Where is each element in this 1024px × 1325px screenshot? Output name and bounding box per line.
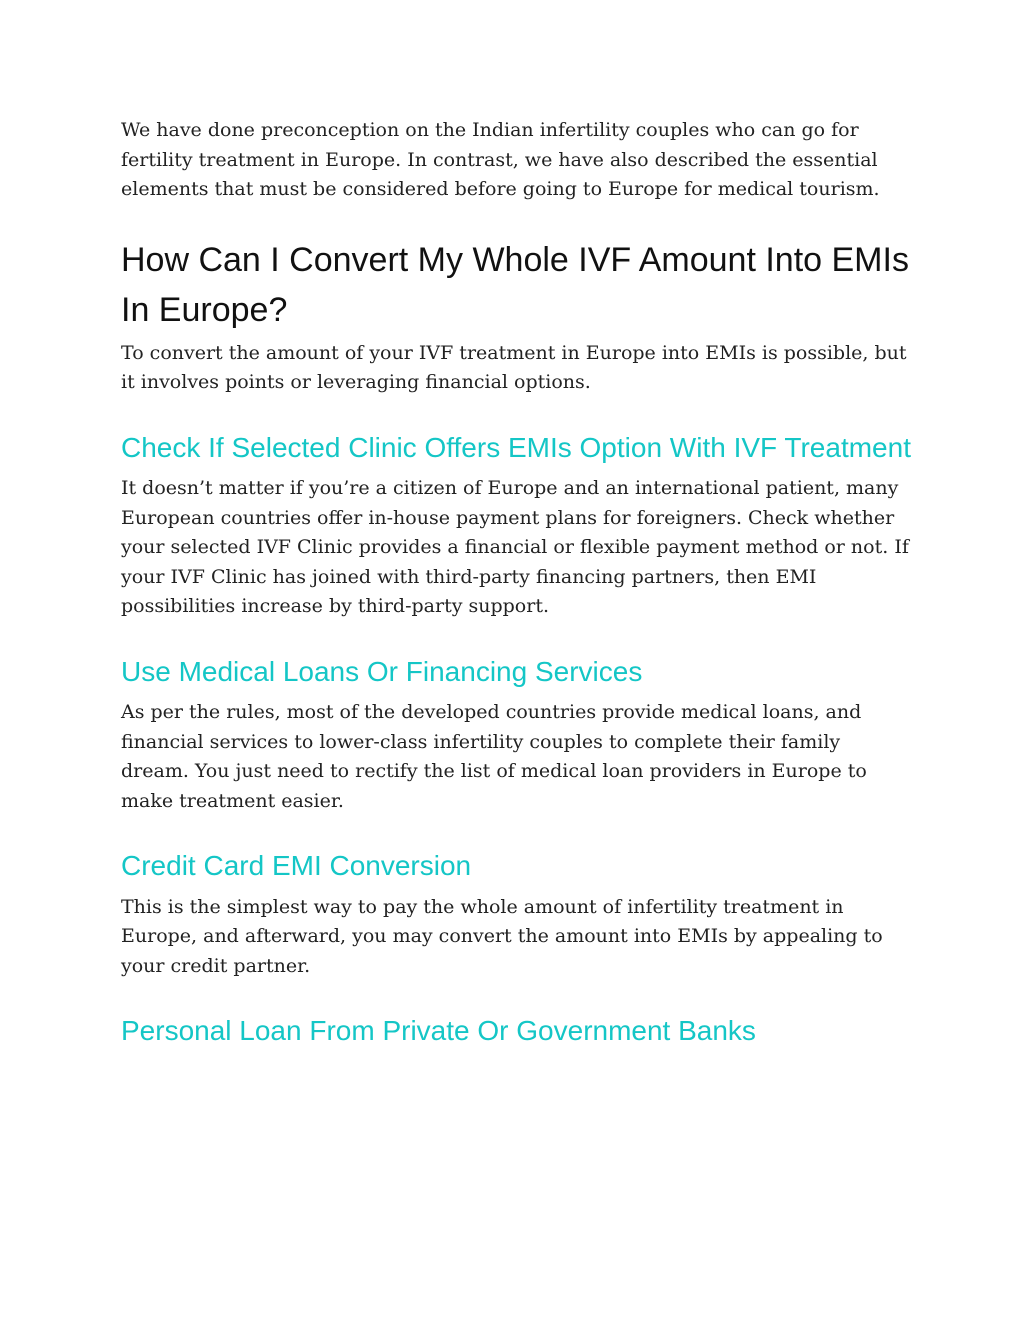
main-paragraph: To convert the amount of your IVF treatment in Europe into EMIs is possible, but it involves points or leveraging financial options. [121,341,907,393]
section-heading-medical-loans: Use Medical Loans Or Financing Services [121,655,643,687]
section-paragraph-clinic-emi: It doesn’t matter if you’re a citizen of Europe and an international patient, many European countries offer in-house payment plans for foreigners. Check whether your selected IVF Clinic provides a financial or flexible payment method or not. If your IVF Clinic has joined with third-party financing partners, then EMI possibilities increase by third-party support. [121,477,909,617]
section-heading-personal-loan: Personal Loan From Private Or Government Banks [121,1015,756,1046]
section-paragraph-medical-loans: As per the rules, most of the developed countries provide medical loans, and financial services to lower-class infertility couples to complete their family dream. You just need to rectify the list of medical loan providers in Europe to make treatment easier. [121,701,867,812]
section-heading-credit-card: Credit Card EMI Conversion [121,850,472,881]
section-paragraph-credit-card: This is the simplest way to pay the whole amount of infertility treatment in Europe, and afterward, you may convert the amount into EMIs by appealing to your credit partner. [121,895,883,977]
intro-paragraph: We have done preconception on the Indian infertility couples who can go for fertility treatment in Europe. In contrast, we have also described the essential elements that must be considered before going to Europe for medical tourism. [121,119,880,200]
document-content [121,116,911,1058]
section-heading-clinic-emi: Check If Selected Clinic Offers EMIs Option With IVF Treatment [121,431,911,463]
main-heading: How Can I Convert My Whole IVF Amount Into EMIs In Europe? [121,240,909,329]
